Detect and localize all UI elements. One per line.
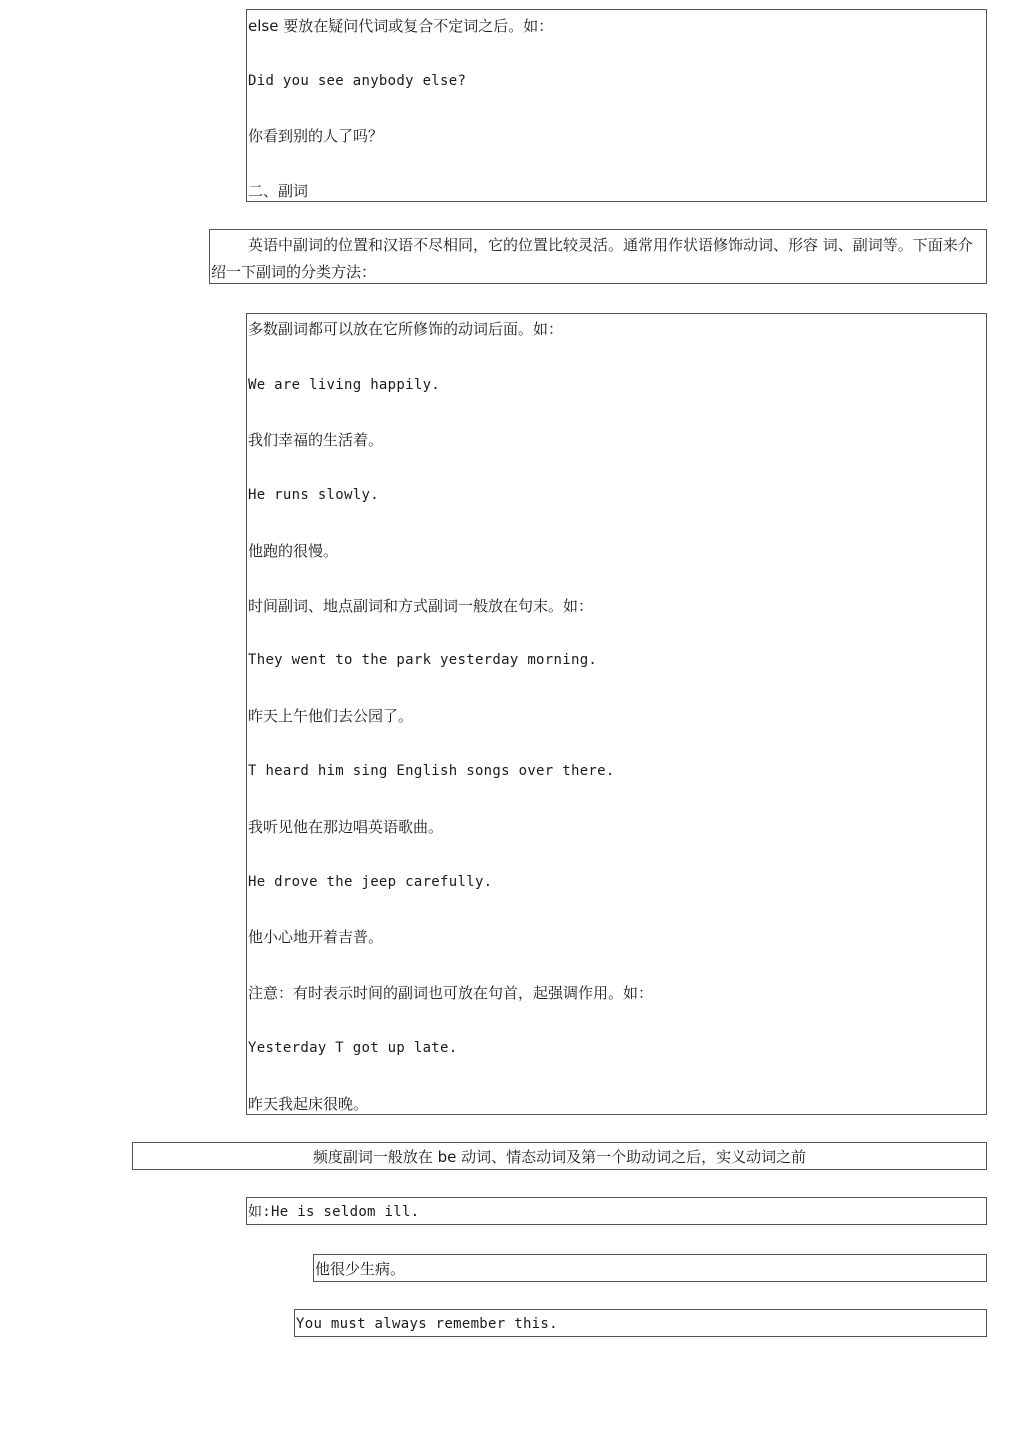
example-en: T heard him sing English songs over there. [248,763,615,779]
rule-end-of-sentence: 时间副词、地点副词和方式副词一般放在句末。如： [248,597,594,615]
example-en: He runs slowly. [248,487,379,503]
example-zh: 我们幸福的生活着。 [248,431,384,449]
frequency-adverb-rule: 频度副词一般放在 be 动词、情态动词及第一个助动词之后，实义动词之前 [312,1148,807,1166]
example-en: 如:He is seldom ill. [248,1204,420,1220]
example-box-1 [246,1197,987,1225]
example-en: We are living happily. [248,377,441,393]
else-usage-box [246,9,987,202]
else-example-en: Did you see anybody else? [248,73,467,89]
example-zh: 昨天我起床很晚。 [248,1095,369,1113]
else-rule-text: else 要放在疑问代词或复合不定词之后。如： [248,17,554,35]
else-example-zh: 你看到别的人了吗？ [248,127,384,145]
adverb-intro-paragraph: 英语中副词的位置和汉语不尽相同，它的位置比较灵活。通常用作状语修饰动词、形容 词、副词等。下面来介绍一下副词的分类方法： [211,236,973,281]
example-en: Yesterday T got up late. [248,1040,458,1056]
example-zh: 昨天上午他们去公园了。 [248,707,414,725]
example-zh: 我听见他在那边唱英语歌曲。 [248,818,444,836]
adverb-section-heading: 二、副词 [248,182,309,200]
example-en: They went to the park yesterday morning. [248,652,598,668]
adverb-intro-box [209,229,987,284]
example-zh: 他很少生病。 [315,1260,406,1278]
example-zh: 他小心地开着吉普。 [248,928,384,946]
rule-after-verb: 多数副词都可以放在它所修饰的动词后面。如： [248,320,564,338]
adverb-position-box [246,313,987,1115]
example-en: He drove the jeep carefully. [248,874,493,890]
note-text: 注意：有时表示时间的副词也可放在句首，起强调作用。如： [248,984,654,1002]
example-translation-box [313,1254,987,1282]
frequency-adverb-box [132,1142,987,1170]
example-zh: 他跑的很慢。 [248,542,339,560]
example-en: You must always remember this. [296,1316,558,1332]
example-box-2 [294,1309,987,1337]
